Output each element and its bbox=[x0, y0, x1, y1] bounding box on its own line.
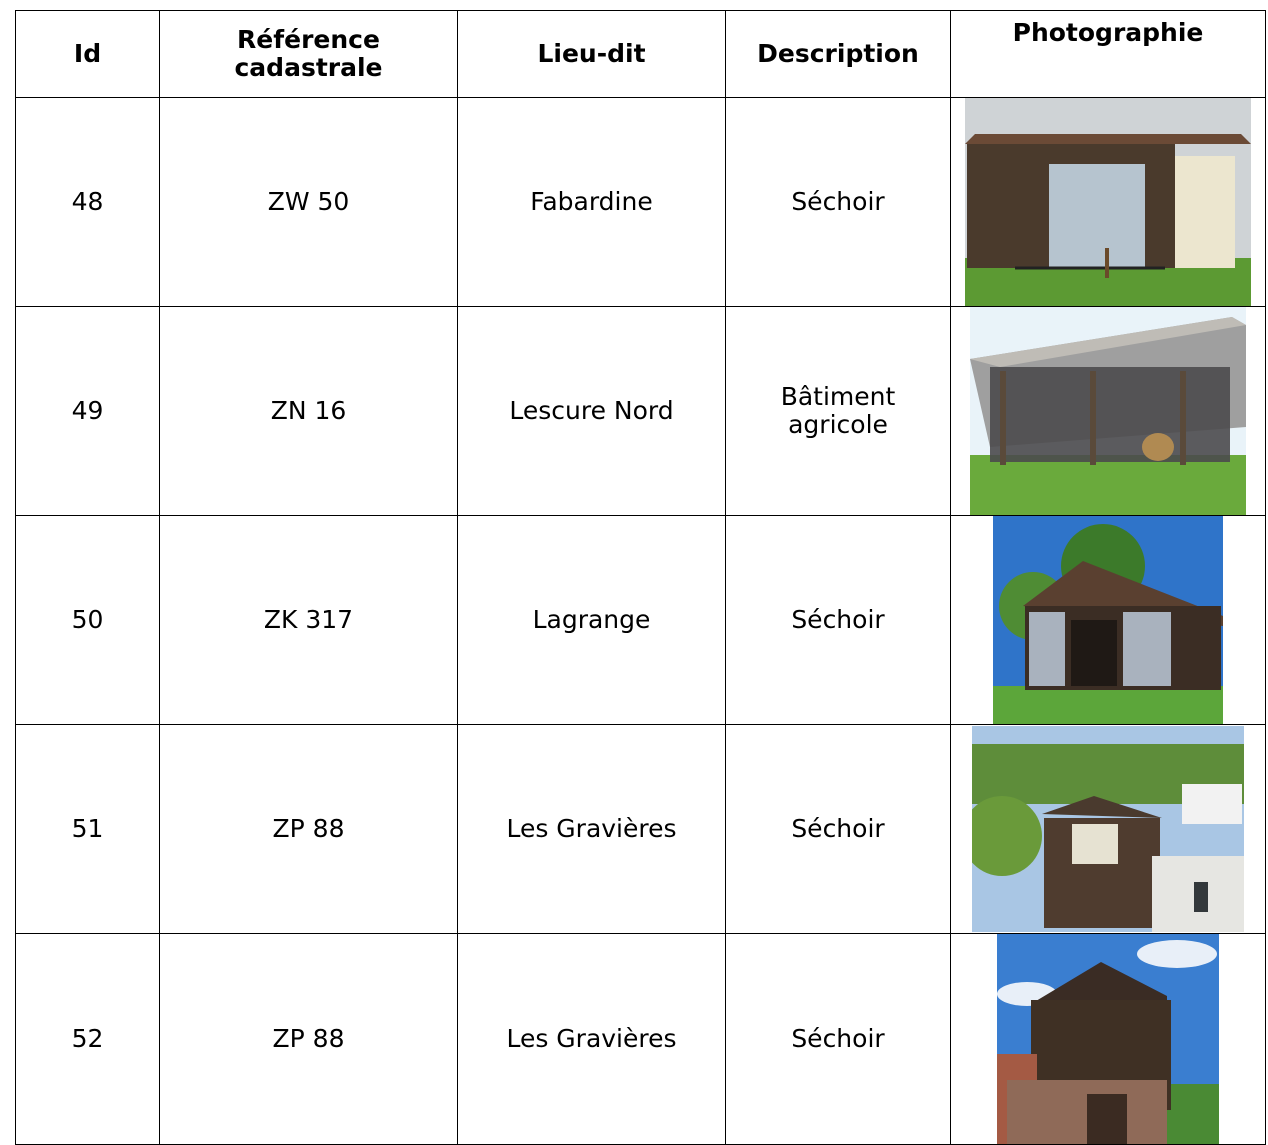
inventory-table bbox=[15, 10, 1266, 1145]
cell-id: 50 bbox=[16, 516, 160, 725]
barn-photo-icon bbox=[965, 98, 1251, 306]
cell-photo bbox=[951, 98, 1266, 307]
shed-photo-icon bbox=[970, 307, 1246, 515]
barn-photo-icon bbox=[993, 516, 1223, 724]
cell-photo bbox=[951, 307, 1266, 516]
header-lieu: Lieu-dit bbox=[458, 11, 726, 98]
header-description: Description bbox=[726, 11, 951, 98]
cell-reference: ZP 88 bbox=[160, 725, 458, 934]
cell-lieu: Fabardine bbox=[458, 98, 726, 307]
cell-description: Séchoir bbox=[726, 516, 951, 725]
barn-photo-icon bbox=[972, 726, 1244, 932]
table-row bbox=[16, 516, 1266, 725]
barn-photo-icon bbox=[997, 934, 1219, 1144]
cell-description: Bâtiment agricole bbox=[726, 307, 951, 516]
cell-lieu: Lescure Nord bbox=[458, 307, 726, 516]
cell-description: Séchoir bbox=[726, 934, 951, 1145]
cell-reference: ZP 88 bbox=[160, 934, 458, 1145]
header-row bbox=[16, 11, 1266, 98]
table-row bbox=[16, 934, 1266, 1145]
cell-photo bbox=[951, 516, 1266, 725]
cell-reference: ZW 50 bbox=[160, 98, 458, 307]
cell-id: 51 bbox=[16, 725, 160, 934]
cell-photo bbox=[951, 934, 1266, 1145]
cell-id: 49 bbox=[16, 307, 160, 516]
cell-lieu: Les Gravières bbox=[458, 934, 726, 1145]
table-row bbox=[16, 98, 1266, 307]
cell-description: Séchoir bbox=[726, 98, 951, 307]
cell-reference: ZK 317 bbox=[160, 516, 458, 725]
cell-id: 48 bbox=[16, 98, 160, 307]
cell-photo bbox=[951, 725, 1266, 934]
table-row bbox=[16, 725, 1266, 934]
cell-reference: ZN 16 bbox=[160, 307, 458, 516]
cell-description: Séchoir bbox=[726, 725, 951, 934]
cell-lieu: Les Gravières bbox=[458, 725, 726, 934]
header-id: Id bbox=[16, 11, 160, 98]
table-row bbox=[16, 307, 1266, 516]
cell-lieu: Lagrange bbox=[458, 516, 726, 725]
header-photo: Photographie bbox=[951, 11, 1266, 98]
header-reference: Référence cadastrale bbox=[160, 11, 458, 98]
cell-id: 52 bbox=[16, 934, 160, 1145]
